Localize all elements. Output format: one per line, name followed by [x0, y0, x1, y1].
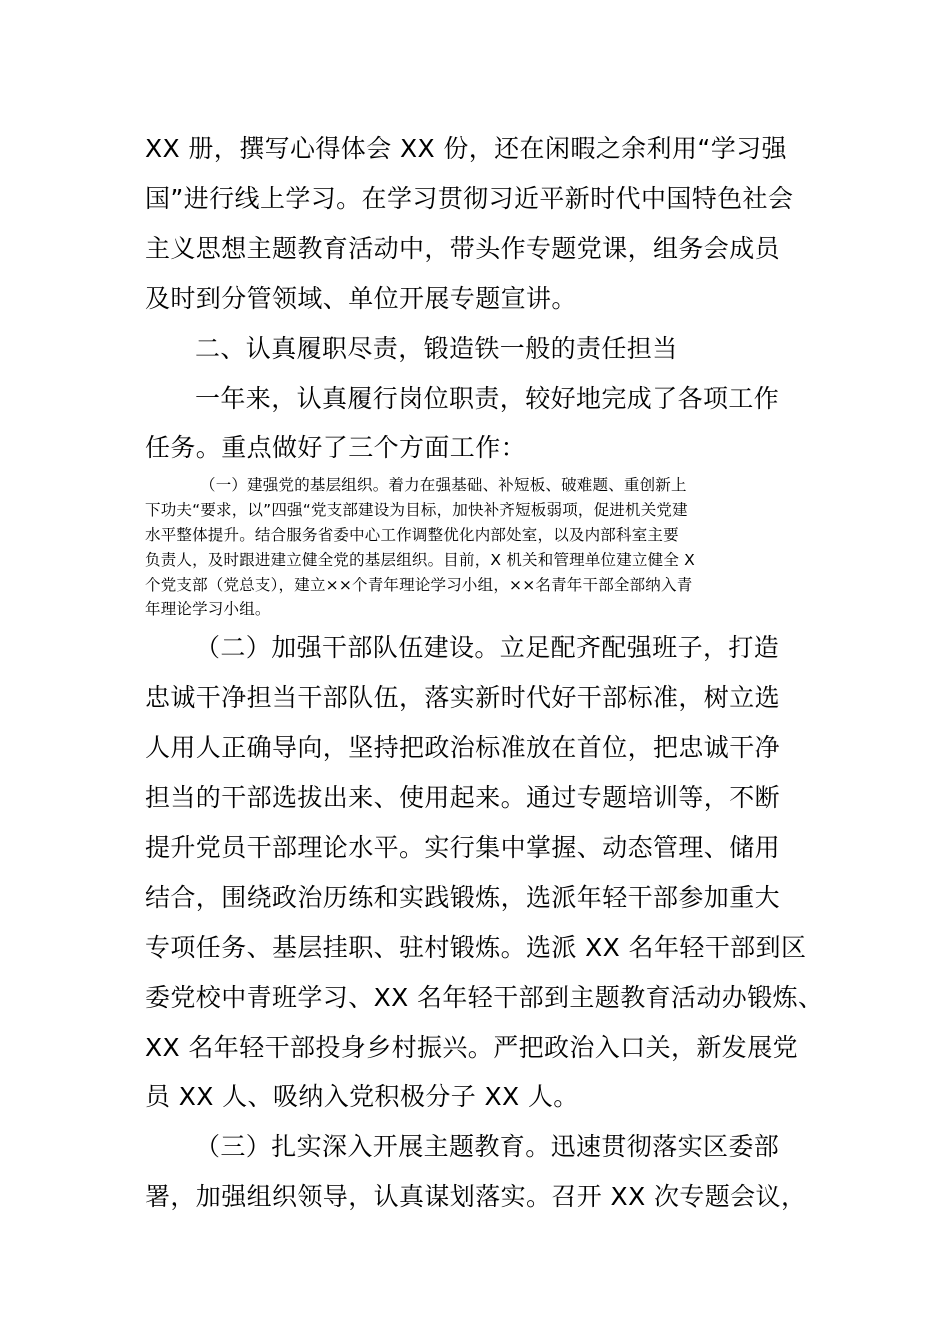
text-line: 及时到分管领域、单位开展专题宣讲。 [145, 284, 577, 313]
text-line: 担当的干部选拔出来、使用起来。通过专题培训等，不断 [145, 783, 781, 812]
text-line: 委党校中青班学习、XX 名年轻干部到主题教育活动办锻炼、 [145, 983, 824, 1012]
small-text-line: 年理论学习小组。 [145, 600, 271, 618]
text-line: 提升党员干部理论水平。实行集中掌握、动态管理、储用 [145, 833, 781, 862]
section-heading: 二、认真履职尽责，锻造铁一般的责任担当 [195, 334, 678, 363]
text-line: 国”进行线上学习。在学习贯彻习近平新时代中国特色社会 [145, 184, 794, 213]
text-line: 任务。重点做好了三个方面工作： [145, 433, 527, 462]
small-text-line: （一）建强党的基层组织。着力在强基础、补短板、破难题、重创新上 [200, 476, 687, 494]
text-line: （二）加强干部队伍建设。立足配齐配强班子，打造 [195, 633, 780, 662]
text-line: 主义思想主题教育活动中，带头作专题党课，组务会成员 [145, 234, 781, 263]
text-line: 忠诚干净担当干部队伍，落实新时代好干部标准，树立选 [145, 683, 781, 712]
small-text-line: 水平整体提升。结合服务省委中心工作调整优化内部处室，以及内部科室主要 [145, 526, 679, 544]
text-line: （三）扎实深入开展主题教育。迅速贯彻落实区委部 [195, 1132, 780, 1161]
text-line: 员 XX 人、吸纳入党积极分子 XX 人。 [145, 1082, 579, 1111]
text-line: 结合，围绕政治历练和实践锻炼，选派年轻干部参加重大 [145, 883, 781, 912]
text-line: 专项任务、基层挂职、驻村锻炼。选派 XX 名年轻干部到区 [145, 933, 807, 962]
text-line: 署，加强组织领导，认真谋划落实。召开 XX 次专题会议， [145, 1182, 807, 1211]
text-line: XX 册，撰写心得体会 XX 份，还在闲暇之余利用“学习强 [145, 134, 787, 163]
text-line: 人用人正确导向，坚持把政治标准放在首位，把忠诚干净 [145, 733, 781, 762]
small-text-line: 下功夫“要求，以”四强“党支部建设为目标，加快补齐短板弱项，促进机关党建 [145, 501, 688, 519]
text-line: 一年来，认真履行岗位职责，较好地完成了各项工作 [195, 384, 780, 413]
small-text-line: 个党支部（党总支），建立××个青年理论学习小组，××名青年干部全部纳入青 [145, 576, 693, 594]
text-line: XX 名年轻干部投身乡村振兴。严把政治入口关，新发展党 [145, 1033, 799, 1062]
small-text-line: 负责人，及时跟进建立健全党的基层组织。目前，X 机关和管理单位建立健全 X [145, 551, 695, 569]
